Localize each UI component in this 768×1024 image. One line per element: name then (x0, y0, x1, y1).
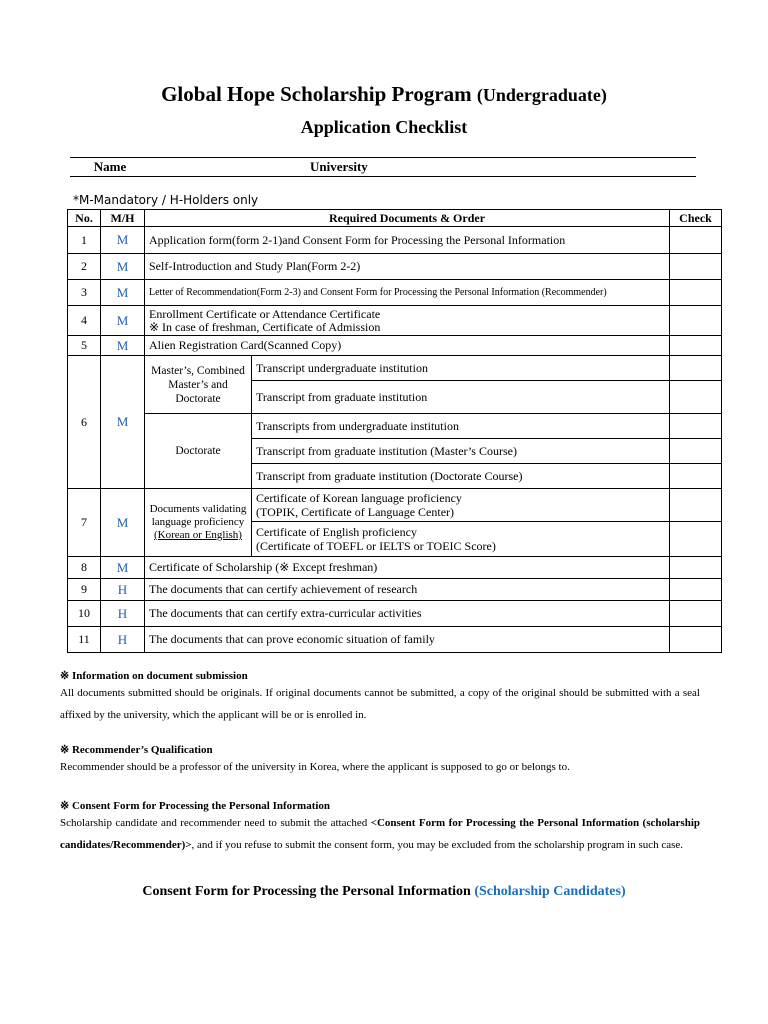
header-check: Check (670, 210, 722, 227)
note-heading: ※ Recommender’s Qualification (60, 744, 213, 756)
table-row (68, 601, 722, 627)
row-no: 7 (68, 489, 101, 557)
note-text: Recommender should be a professor of the university in Korea, where the applicant is supposed to go or belongs to. (60, 761, 570, 773)
consent-title-blue: (Scholarship Candidates) (474, 884, 626, 899)
row-doc (252, 522, 670, 557)
check-cell[interactable] (670, 414, 722, 439)
row-doc: Certificate of Scholarship (※ Except freshman) (145, 557, 670, 579)
row-doc: Application form(form 2-1)and Consent Form for Processing the Personal Information (145, 227, 670, 254)
check-cell[interactable] (670, 557, 722, 579)
row-doc: Transcript from graduate institution (Master’s Course) (252, 439, 670, 464)
table-header-row (68, 210, 722, 227)
university-field[interactable] (385, 158, 696, 177)
note-text-post: , and if you refuse to submit the consent form, you may be excluded from the scholarship program in such case. (191, 839, 684, 851)
row-mh: M (101, 557, 145, 579)
check-cell[interactable] (670, 522, 722, 557)
row-no: 11 (68, 627, 101, 653)
row-doc: Transcript from graduate institution (252, 381, 670, 414)
checklist-table (67, 209, 722, 653)
note-text: All documents submitted should be originals. If original documents cannot be submitted, a copy of the original should be submitted with a seal affixed by the university, which the applicant will be or is enrolled in. (60, 687, 700, 721)
row-mh: M (101, 356, 145, 489)
row-doc (145, 306, 670, 336)
row-no: 9 (68, 579, 101, 601)
table-row (68, 356, 722, 381)
row-doc: The documents that can prove economic situation of family (145, 627, 670, 653)
sub-category-label: Doctorate (145, 414, 252, 489)
note-heading: ※ Consent Form for Processing the Personal Information (60, 800, 331, 812)
check-cell[interactable] (670, 381, 722, 414)
row-mh: M (101, 489, 145, 557)
sub-category-label: Master’s, Combined Master’s and Doctorate (145, 356, 252, 414)
check-cell[interactable] (670, 464, 722, 489)
check-cell[interactable] (670, 489, 722, 522)
header-docs: Required Documents & Order (145, 210, 670, 227)
row-no: 8 (68, 557, 101, 579)
title-suffix: (Undergraduate) (476, 85, 607, 105)
table-row (68, 227, 722, 254)
page-subtitle: Application Checklist (300, 117, 468, 137)
title-main: Global Hope Scholarship Program (161, 82, 472, 106)
row-no: 4 (68, 306, 101, 336)
name-field[interactable] (150, 158, 310, 177)
row-mh: M (101, 280, 145, 306)
note-document-submission (60, 669, 700, 726)
applicant-info-table (70, 157, 696, 177)
legend: *M-Mandatory / H-Holders only (73, 193, 259, 207)
table-row (68, 280, 722, 306)
row-no: 5 (68, 336, 101, 356)
check-cell[interactable] (670, 227, 722, 254)
check-cell[interactable] (670, 439, 722, 464)
row-no: 1 (68, 227, 101, 254)
university-label: University (310, 158, 385, 177)
row-mh: M (101, 254, 145, 280)
check-cell[interactable] (670, 356, 722, 381)
row-doc-line: (TOPIK, Certificate of Language Center) (256, 505, 455, 519)
table-row (68, 306, 722, 336)
row-no: 6 (68, 356, 101, 489)
row-doc: Transcripts from undergraduate institution (252, 414, 670, 439)
check-cell[interactable] (670, 254, 722, 280)
row-no: 10 (68, 601, 101, 627)
note-text-pre: Scholarship candidate and recommender need to submit the attached (60, 817, 371, 829)
row-doc: Letter of Recommendation(Form 2-3) and Consent Form for Processing the Personal Information (Recommender) (145, 280, 670, 306)
consent-form-title (0, 884, 768, 900)
header-no: No. (68, 210, 101, 227)
table-row (68, 627, 722, 653)
row-no: 3 (68, 280, 101, 306)
note-consent-form (60, 799, 700, 856)
table-row (68, 579, 722, 601)
row-mh: M (101, 227, 145, 254)
check-cell[interactable] (670, 579, 722, 601)
note-heading: ※ Information on document submission (60, 670, 248, 682)
row-mh: M (101, 306, 145, 336)
table-row (68, 557, 722, 579)
sub-category-text: Documents validating language proficiency (149, 503, 247, 528)
table-row (68, 489, 722, 522)
consent-title-main: Consent Form for Processing the Personal Information (142, 884, 471, 899)
row-doc: The documents that can certify achievement of research (145, 579, 670, 601)
row-doc-line: Enrollment Certificate or Attendance Certificate (149, 306, 381, 321)
row-mh: H (101, 627, 145, 653)
row-mh: M (101, 336, 145, 356)
row-doc-line: Certificate of Korean language proficiency (256, 491, 462, 505)
table-row (68, 336, 722, 356)
note-text-bold: <Consent Form for Processing the Personal Information (scholarship candidates/Recommender)> (60, 817, 701, 851)
row-doc: Alien Registration Card(Scanned Copy) (145, 336, 670, 356)
check-cell[interactable] (670, 280, 722, 306)
note-text (60, 812, 700, 856)
row-doc: Self-Introduction and Study Plan(Form 2-2) (145, 254, 670, 280)
table-row (68, 414, 722, 439)
check-cell[interactable] (670, 601, 722, 627)
header-mh: M/H (101, 210, 145, 227)
row-no: 2 (68, 254, 101, 280)
row-mh: H (101, 579, 145, 601)
row-doc-line: Certificate of English proficiency (256, 525, 417, 539)
row-doc: Transcript from graduate institution (Doctorate Course) (252, 464, 670, 489)
table-row (68, 254, 722, 280)
row-doc (252, 489, 670, 522)
row-doc-line: ※ In case of freshman, Certificate of Admission (149, 319, 381, 334)
page-title (0, 82, 768, 107)
sub-category-note: (Korean or English) (154, 529, 242, 541)
check-cell[interactable] (670, 306, 722, 336)
note-recommender-qualification (60, 743, 700, 778)
check-cell[interactable] (670, 336, 722, 356)
row-doc-line: (Certificate of TOEFL or IELTS or TOEIC Score) (256, 539, 496, 553)
name-label: Name (70, 158, 150, 177)
check-cell[interactable] (670, 627, 722, 653)
row-mh: H (101, 601, 145, 627)
row-doc: The documents that can certify extra-curricular activities (145, 601, 670, 627)
sub-category-label (145, 489, 252, 557)
row-doc: Transcript undergraduate institution (252, 356, 670, 381)
